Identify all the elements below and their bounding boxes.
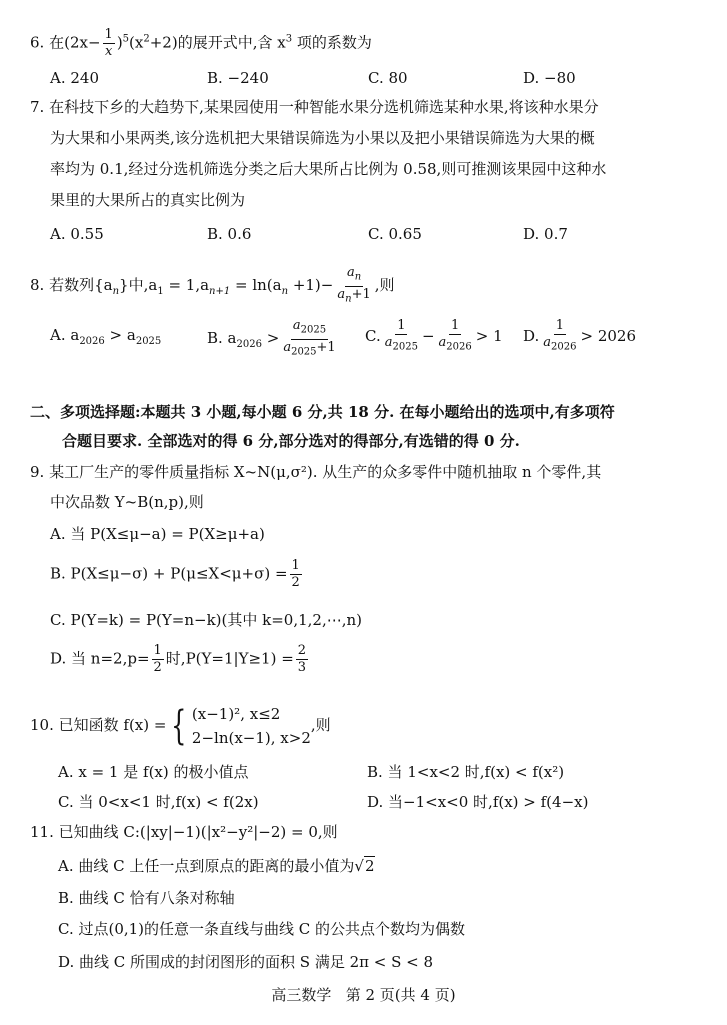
- q6-option-a[interactable]: A. 240: [50, 69, 99, 87]
- q10-option-d[interactable]: D. 当−1<x<0 时,f(x) > f(4−x): [367, 793, 589, 811]
- question-10-stem: 10. 已知函数 f(x) = { (x−1)², x≤2 2−ln(x−1), x>2 ,则: [30, 703, 331, 749]
- question-7-line-2: 为大果和小果两类,该分选机把大果错误筛选为小果以及把小果错误筛选为大果的概: [50, 129, 595, 147]
- q8-option-d[interactable]: D. $\frac{1}{a_{2026}}$ > 2026: [523, 318, 636, 353]
- q6-option-d[interactable]: D. −80: [523, 69, 576, 87]
- q10-option-b[interactable]: B. 当 1<x<2 时,f(x) < f(x²): [367, 763, 565, 781]
- question-8-stem: 8. 若数列$\{a_n\}$中$,a_1 = 1,a_{n+1} = \ln(a_n +1)-$ $\frac{a_n}{a_n+1}$ ,则: [30, 265, 395, 305]
- left-brace: {: [171, 703, 187, 749]
- page-footer: 高三数学 第 2 页(共 4 页): [271, 986, 456, 1004]
- q10-option-a[interactable]: A. x = 1 是 f(x) 的极小值点: [58, 763, 249, 781]
- q6-option-b[interactable]: B. −240: [207, 69, 269, 87]
- q9-option-d[interactable]: D. 当 n=2,p= $\frac{1}{2}$ 时,P(Y=1|Y≥1) = $\frac{2}{3}$: [50, 643, 307, 675]
- case-1: (x−1)², x≤2: [191, 705, 281, 723]
- question-9-line-1: 9. 某工厂生产的零件质量指标 X~N(μ,σ²). 从生产的众多零件中随机抽取 n 个零件,其: [30, 463, 602, 481]
- q7-option-a[interactable]: A. 0.55: [50, 225, 104, 243]
- q7-option-b[interactable]: B. 0.6: [207, 225, 252, 243]
- q9-option-b[interactable]: B. P(X≤μ−σ) + P(μ≤X<μ+σ) = $\frac{1}{2}$: [50, 558, 300, 590]
- q11-option-d[interactable]: D. 曲线 C 所围成的封闭图形的面积 S 满足 2π < S < 8: [58, 953, 434, 971]
- question-9-line-2: 中次品数 Y~B(n,p),则: [50, 493, 204, 511]
- question-7-line-4: 果里的大果所占的真实比例为: [50, 191, 246, 209]
- q9-option-c[interactable]: C. P(Y=k) = P(Y=n−k)(其中 k=0,1,2,⋯,n): [50, 611, 363, 629]
- section-2-heading-line-2: 合题目要求. 全部选对的得 6 分,部分选对的得部分,有选错的得 0 分.: [62, 432, 520, 450]
- question-7-line-3: 率均为 0.1,经过分选机筛选分类之后大果所占比例为 0.58,则可推测该果园中这种水: [50, 160, 607, 178]
- q8-option-a[interactable]: A. $a_{2026} > a_{2025}$: [50, 326, 162, 347]
- q8-option-c[interactable]: C. $\frac{1}{a_{2025}}$ − $\frac{1}{a_{2026}}$ > 1: [365, 318, 503, 353]
- question-6-stem: 6. 在(2x− $\frac{1}{x}$ )$^5(x^2+2)$的展开式中,含 $x^3$ 项的系数为: [30, 27, 372, 59]
- section-2-heading-line-1: 二、多项选择题:本题共 3 小题,每小题 6 分,共 18 分. 在每小题给出的选项中,有多项符: [30, 403, 615, 421]
- q11-option-c[interactable]: C. 过点(0,1)的任意一条直线与曲线 C 的公共点个数均为偶数: [58, 920, 466, 938]
- q9-option-a[interactable]: A. 当 P(X≤μ−a) = P(X≥μ+a): [50, 525, 265, 543]
- q6-option-c[interactable]: C. 80: [368, 69, 408, 87]
- q7-option-c[interactable]: C. 0.65: [368, 225, 422, 243]
- q10-option-c[interactable]: C. 当 0<x<1 时,f(x) < f(2x): [58, 793, 259, 811]
- case-2: 2−ln(x−1), x>2: [191, 729, 311, 747]
- q8-option-b[interactable]: B. $a_{2026}$ > $\frac{a_{2025}}{a_{2025}+1}$: [207, 318, 336, 358]
- question-11-stem: 11. 已知曲线 C:(|xy|−1)(|x²−y²|−2) = 0,则: [30, 823, 338, 841]
- q11-option-a[interactable]: A. 曲线 C 上任一点到原点的距离的最小值为√2: [58, 857, 375, 875]
- question-7-line-1: 7. 在科技下乡的大趋势下,某果园使用一种智能水果分选机筛选某种水果,将该种水果分: [30, 98, 599, 116]
- q11-option-b[interactable]: B. 曲线 C 恰有八条对称轴: [58, 889, 235, 907]
- q7-option-d[interactable]: D. 0.7: [523, 225, 568, 243]
